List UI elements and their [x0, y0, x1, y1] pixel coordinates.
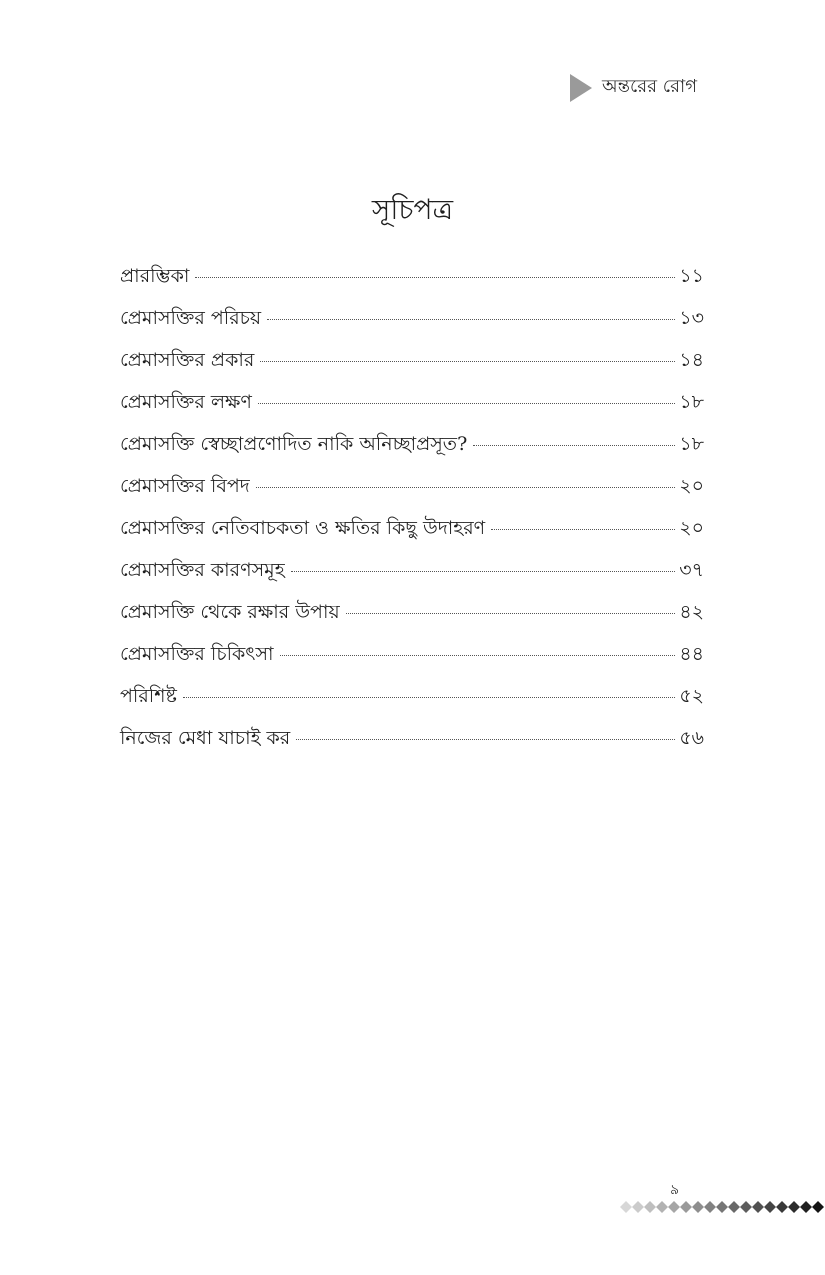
- page-number: ৯: [670, 1182, 680, 1198]
- diamond-shape: [800, 1201, 812, 1213]
- dot-leader: [296, 739, 675, 740]
- toc-entry-label: প্রেমাসক্তির প্রকার: [120, 349, 255, 371]
- dot-leader: [260, 361, 675, 362]
- toc-entry-1[interactable]: [120, 262, 704, 304]
- toc-list: [120, 262, 704, 766]
- toc-entry-page: ৩৭: [679, 559, 704, 581]
- diamond-row-icon: [620, 1198, 825, 1216]
- toc-entry-page: ২০: [679, 475, 704, 497]
- toc-entry-page: ১৮: [679, 391, 704, 413]
- dot-leader: [473, 445, 675, 446]
- toc-entry-10[interactable]: [120, 640, 704, 682]
- diamond-shape: [812, 1201, 824, 1213]
- dot-leader: [183, 697, 675, 698]
- toc-entry-page: ১১: [679, 265, 704, 287]
- toc-entry-7[interactable]: [120, 514, 704, 556]
- dot-leader: [267, 319, 675, 320]
- toc-entry-label: প্রেমাসক্তির পরিচয়: [120, 307, 262, 329]
- diamond-shape: [752, 1201, 764, 1213]
- toc-entry-4[interactable]: [120, 388, 704, 430]
- toc-entry-label: প্রেমাসক্তির চিকিৎসা: [120, 643, 274, 665]
- toc-entry-12[interactable]: [120, 724, 704, 766]
- dot-leader: [258, 403, 675, 404]
- toc-entry-label: প্রেমাসক্তির বিপদ: [120, 475, 250, 497]
- toc-entry-label: প্রেমাসক্তির লক্ষণ: [120, 391, 252, 413]
- running-title: অন্তরের রোগ: [602, 76, 697, 97]
- dot-leader: [291, 571, 676, 572]
- diamond-shape: [788, 1201, 800, 1213]
- toc-entry-6[interactable]: [120, 472, 704, 514]
- toc-entry-3[interactable]: [120, 346, 704, 388]
- dot-leader: [195, 277, 675, 278]
- toc-entry-page: ৪৪: [679, 643, 704, 665]
- toc-entry-page: ১৪: [679, 349, 704, 371]
- toc-entry-label: প্রারম্ভিকা: [120, 265, 190, 287]
- toc-entry-page: ১৮: [679, 433, 704, 455]
- dot-leader: [346, 613, 676, 614]
- diamond-shape: [764, 1201, 776, 1213]
- toc-entry-page: ৫২: [679, 685, 704, 707]
- diamond-shape: [656, 1201, 668, 1213]
- toc-entry-label: পরিশিষ্ট: [120, 685, 177, 707]
- diamond-shape: [680, 1201, 692, 1213]
- toc-entry-page: ৪২: [679, 601, 704, 623]
- diamond-shape: [716, 1201, 728, 1213]
- toc-entry-label: প্রেমাসক্তির কারণসমূহ: [120, 559, 285, 581]
- toc-entry-5[interactable]: [120, 430, 704, 472]
- diamond-shape: [728, 1201, 740, 1213]
- toc-title: সূচিপত্র: [371, 193, 454, 226]
- running-header: [570, 72, 697, 103]
- diamond-shape: [620, 1201, 632, 1213]
- toc-entry-label: প্রেমাসক্তি থেকে রক্ষার উপায়: [120, 601, 340, 623]
- toc-entry-2[interactable]: [120, 304, 704, 346]
- diamond-shape: [668, 1201, 680, 1213]
- toc-entry-page: ১৩: [679, 307, 704, 329]
- toc-entry-page: ৫৬: [679, 727, 704, 749]
- triangle-right-icon: [570, 74, 592, 102]
- diamond-shape: [776, 1201, 788, 1213]
- dot-leader: [491, 529, 675, 530]
- toc-entry-11[interactable]: [120, 682, 704, 724]
- diamond-shape: [692, 1201, 704, 1213]
- toc-entry-8[interactable]: [120, 556, 704, 598]
- diamond-shape: [704, 1201, 716, 1213]
- toc-entry-9[interactable]: [120, 598, 704, 640]
- toc-entry-page: ২০: [679, 517, 704, 539]
- toc-entry-label: প্রেমাসক্তি স্বেচ্ছাপ্রণোদিত নাকি অনিচ্ছাপ্রসূত?: [120, 433, 468, 455]
- diamond-shape: [740, 1201, 752, 1213]
- diamond-shape: [632, 1201, 644, 1213]
- diamond-shape: [644, 1201, 656, 1213]
- toc-entry-label: নিজের মেধা যাচাই কর: [120, 727, 291, 749]
- toc-entry-label: প্রেমাসক্তির নেতিবাচকতা ও ক্ষতির কিছু উদাহরণ: [120, 517, 486, 539]
- dot-leader: [280, 655, 676, 656]
- dot-leader: [256, 487, 676, 488]
